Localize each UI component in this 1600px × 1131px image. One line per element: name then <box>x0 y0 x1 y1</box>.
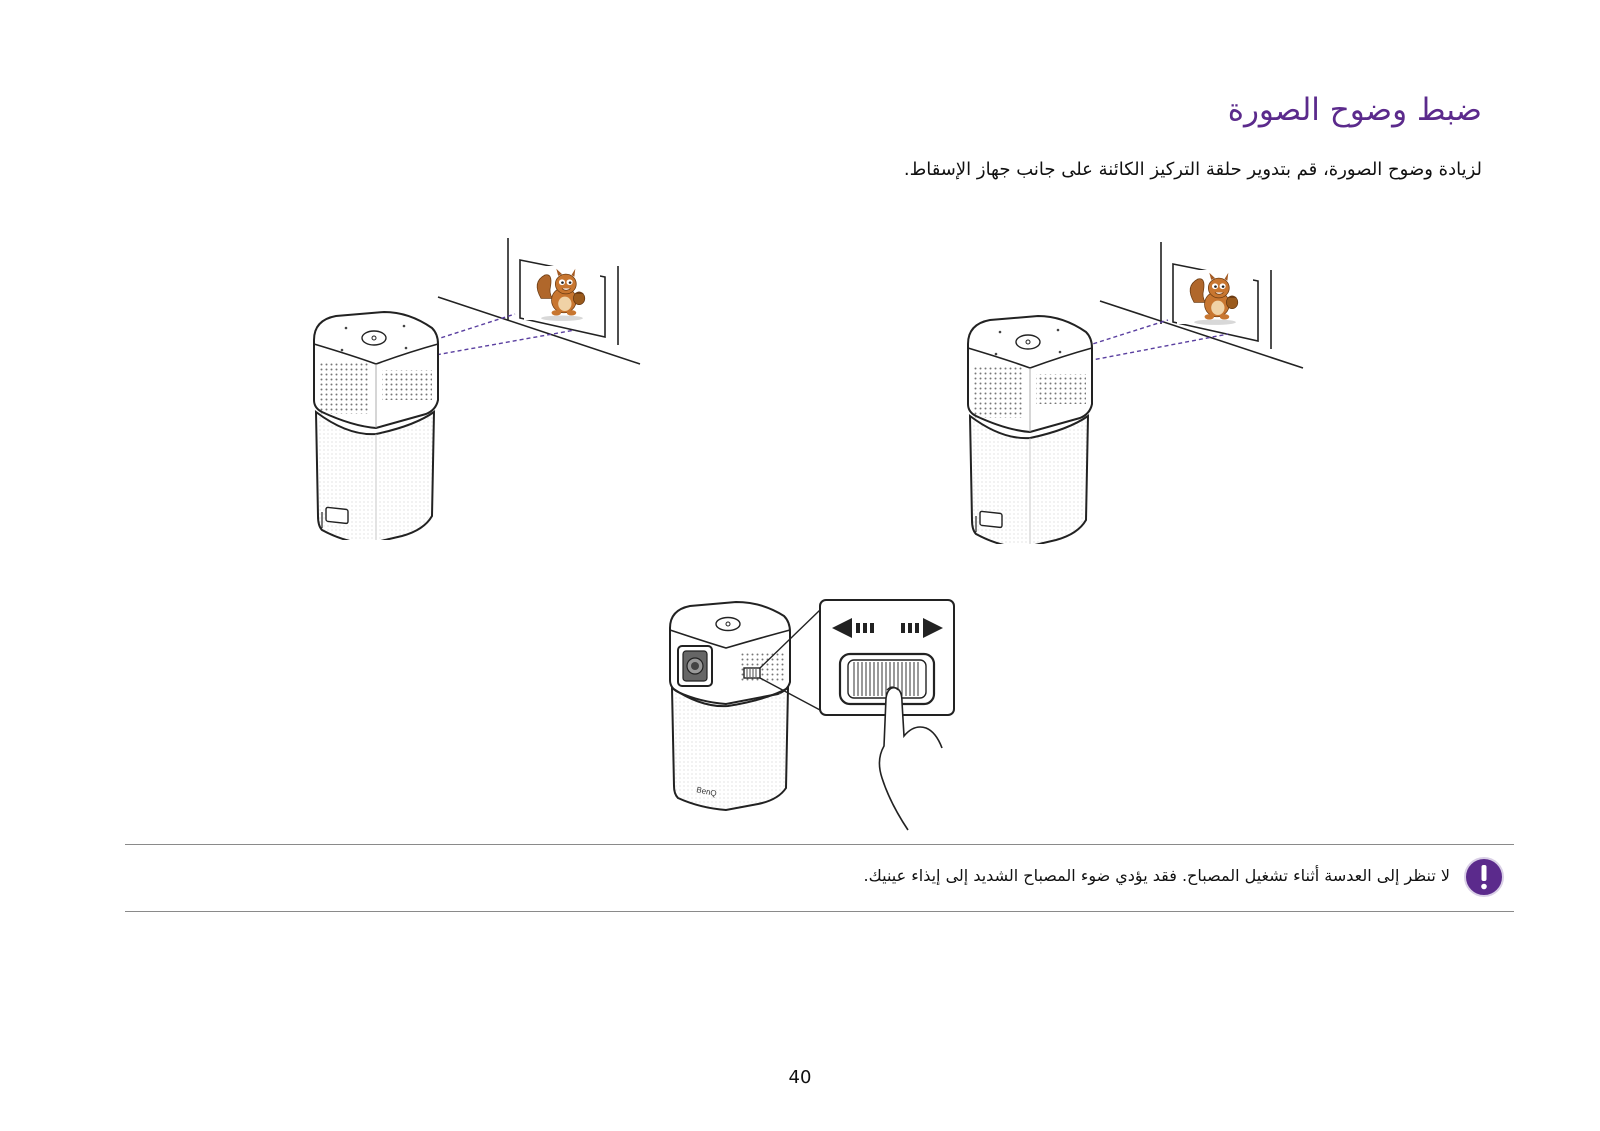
page-number: 40 <box>788 1067 812 1088</box>
warning-note <box>125 844 1514 912</box>
projector-right <box>968 316 1092 544</box>
instruction-text: لزيادة وضوح الصورة، قم بتدوير حلقة التركيز الكائنة على جانب جهاز الإسقاط. <box>903 159 1482 180</box>
focus-ring-illustration <box>668 598 988 838</box>
projector-left <box>314 312 438 540</box>
squirrel-image <box>1177 270 1253 325</box>
warning-text: لا تنظر إلى العدسة أثناء تشغيل المصباح. فقد يؤدي ضوء المصباح الشديد إلى إيذاء عينيك. <box>863 866 1450 885</box>
projector-front <box>670 602 790 704</box>
exclamation-icon <box>1464 857 1504 897</box>
page-title: ضبط وضوح الصورة <box>1227 92 1482 128</box>
projector-scene-right <box>960 234 1310 544</box>
squirrel-image <box>524 266 600 321</box>
projector-scene-left <box>310 230 660 540</box>
brand-label: BenQ <box>695 785 718 799</box>
